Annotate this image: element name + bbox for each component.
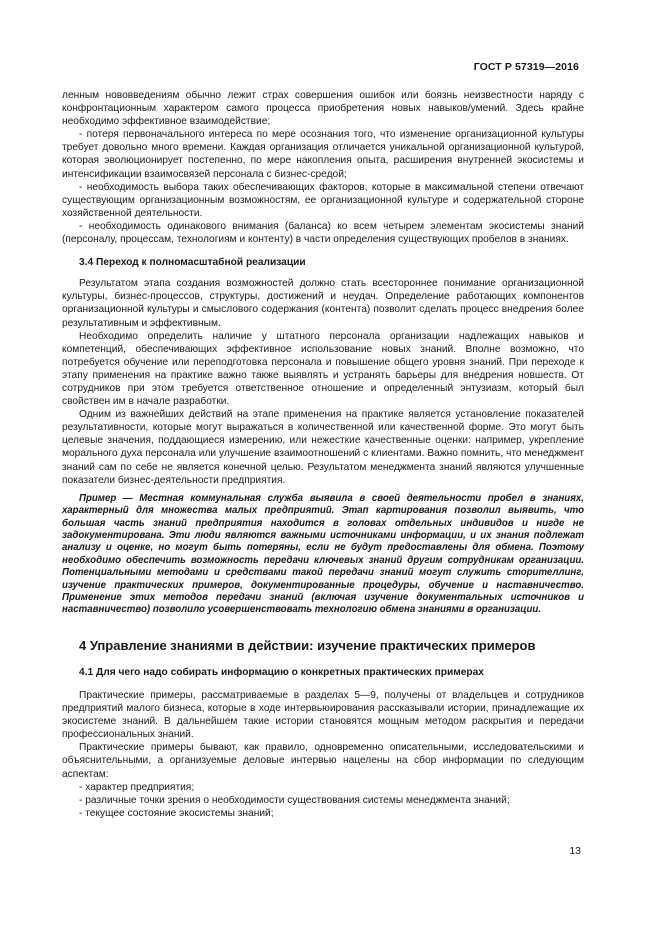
list-item: - характер предприятия;	[79, 781, 195, 793]
paragraph: Необходимо определить наличие у штатного персонала организации надлежащих навыков и компетенций, обеспечивающих эффективное использование новых знаний. Вполне возможно, что потребуется обучение или переподготовка персонала и повышение общего уровня знаний. При переходе к этапу применения на практике важно также выявлять и устранять барьеры для внедрения новшеств. От сотрудников при этом требуется ответственное отношение и определенный энтузиазм, который был свойствен им в начале разработки.	[62, 330, 584, 408]
paragraph: Результатом этапа создания возможностей должно стать всестороннее понимание организационной культуры, бизнес-процессов, структуры, достижений и неудач. Определение работающих компонентов организационной культуры и смыслового содержания (контента) позволит сделать процесс внедрения более результативным и эффективным.	[62, 278, 584, 329]
list-item: - необходимость выбора таких обеспечивающих факторов, которые в максимальной степени отвечают существующим организационным возможностям, ее организационной культуре и содержательной стороне хозяйственной деятельности.	[62, 181, 584, 219]
list-item: - потеря первоначального интереса по мере осознания того, что изменение организационной культуры требует довольно много времени. Каждая организация отличается уникальной организационной культурой, которая эволюционирует постепенно, по мере накопления опыта, расширения внутренней экосистемы и интенсификации взаимосвязей персонала с бизнес-средой;	[62, 129, 584, 180]
paragraph-continuation: ленным нововведениям обычно лежит страх совершения ошибок или боязнь неизвестности наряду с конфронтационным характером самого процесса приобретения новых навыков/умений. Здесь крайне необходимо эффективное взаимодействие;	[62, 90, 584, 128]
page-number: 13	[569, 845, 581, 857]
paragraph: Одним из важнейших действий на этапе применения на практике является установление показателей результативности, которые могут выражаться в количественной или качественной форме. Это могут быть целевые значения, поддающиеся измерению, или нежесткие качественные оценки: например, укрепление морального духа персонала или улучшение взаимоотношений с клиентами. Важно помнить, что менеджмент знаний сам по себе не является конечной целью. Результатом менеджмента знаний являются улучшенные показатели бизнес-деятельности предприятия.	[62, 409, 584, 486]
paragraph: Практические примеры, рассматриваемые в разделах 5—9, получены от владельцев и сотрудников предприятий малого бизнеса, которые в ходе интервьюирования рассказывали истории, принадлежащие их экосистеме знаний. В дальнейшем такие истории становятся мощным методом раскрытия и передачи профессиональных знаний.	[62, 689, 584, 741]
example-note: Пример — Местная коммунальная служба выявила в своей деятельности пробел в знаниях, характерный для множества малых предприятий. Этап картирования позволил выявить, что большая часть знаний предприятия находится в головах отдельных индивидов и нигде не задокументирована. Эти люди являются важными источниками информации, и их знания подлежат анализу и оценке, но могут быть потеряны, если не будут предоставлены для обмена. Поэтому необходимо обеспечить возможность передачи ключевых знаний другим сотрудникам организации. Потенциальными методами и средствами такой передачи знаний могут служить сторителлинг, изучение практических примеров, документированные процедуры, обучение и наставничество. Применение этих методов передачи знаний (включая изучение документальных источников и наставничество) позволило усовершенствовать технологию обмена знаниями в организации.	[62, 492, 584, 616]
list-item: - необходимость одинакового внимания (баланса) ко всем четырем элементам экосистемы знаний (персоналу, процессам, технологиям и контенту) в части определения существующих пробелов в знаниях.	[62, 220, 584, 246]
page-content	[62, 89, 584, 820]
list-item: - текущее состояние экосистемы знаний;	[79, 807, 274, 819]
chapter-heading-4: 4 Управление знаниями в действии: изучение практических примеров	[79, 637, 536, 653]
standard-header: ГОСТ Р 57319—2016	[473, 61, 579, 73]
section-heading-3-4: 3.4 Переход к полномасштабной реализации	[79, 257, 306, 269]
subsection-heading-4-1: 4.1 Для чего надо собирать информацию о конкретных практических примерах	[79, 666, 484, 678]
paragraph: Практические примеры бывают, как правило, одновременно описательными, исследовательскими и объяснительными, а организуемые деловые интервью нацелены на сбор информации по следующим аспектам:	[62, 742, 584, 780]
list-item: - различные точки зрения о необходимости существования системы менеджмента знаний;	[79, 794, 510, 806]
